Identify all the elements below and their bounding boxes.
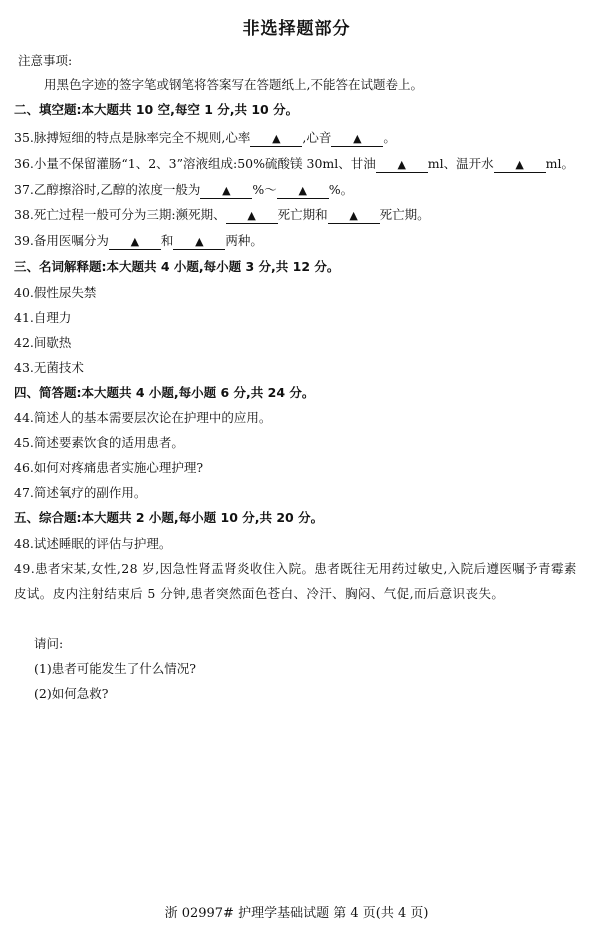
answer-blank [226,208,278,224]
question-37 [14,182,353,199]
blank-triangle-icon: ▲ [247,209,256,222]
page-footer: 浙 02997# 护理学基础试题 第 4 页(共 4 页) [164,906,429,921]
question-39-text-b: 和 [160,233,174,248]
question-48: 48.试述睡眠的评估与护理。 [14,536,172,551]
blank-triangle-icon: ▲ [397,158,406,171]
question-37-text-a: 37.乙醇擦浴时,乙醇的浓度一般为 [14,182,201,197]
question-item: 47.简述氧疗的副作用。 [14,485,147,500]
answer-blank [328,208,380,224]
blank-triangle-icon: ▲ [272,132,281,145]
question-item: 45.简述要素饮食的适用患者。 [14,435,184,450]
question-35-text-b: ,心音 [302,130,332,145]
question-item: 43.无菌技术 [14,360,84,375]
question-49-ask: 请问: [34,636,64,651]
question-38-text-c: 死亡期。 [379,207,430,222]
answer-blank [200,183,252,199]
question-37-text-b: %～ [252,182,277,197]
answer-blank [173,234,225,250]
blank-triangle-icon: ▲ [349,209,358,222]
section-2-heading: 二、填空题:本大题共 10 空,每空 1 分,共 10 分。 [14,102,299,117]
question-item: 40.假性尿失禁 [14,285,97,300]
question-36-text-a: 36.小量不保留灌肠“1、2、3”溶液组成:50%硫酸镁 30ml、甘油 [14,156,376,171]
question-37-text-c: %。 [328,182,354,197]
blank-triangle-icon: ▲ [222,184,231,197]
question-35-text-a: 35.脉搏短细的特点是脉率完全不规则,心率 [14,130,251,145]
notice-text: 用黑色字迹的签字笔或钢笔将答案写在答题纸上,不能答在试题卷上。 [44,77,423,92]
question-item: 44.简述人的基本需要层次论在护理中的应用。 [14,410,272,425]
page-title: 非选择题部分 [242,19,351,39]
question-item: 42.间歇热 [14,335,72,350]
blank-triangle-icon: ▲ [353,132,362,145]
section-5-heading: 五、综合题:本大题共 2 小题,每小题 10 分,共 20 分。 [14,510,324,525]
blank-triangle-icon: ▲ [298,184,307,197]
answer-blank [250,131,302,147]
blank-triangle-icon: ▲ [515,158,524,171]
question-36-text-c: ml。 [545,156,574,171]
question-49-sub-2: (2)如何急救? [34,686,109,701]
blank-triangle-icon: ▲ [195,235,204,248]
question-item: 46.如何对疼痛患者实施心理护理? [14,460,204,475]
blank-triangle-icon: ▲ [130,235,140,248]
question-36 [14,156,574,173]
question-49-sub-1: (1)患者可能发生了什么情况? [34,661,196,676]
question-39-text-c: 两种。 [225,233,263,248]
question-38-text-b: 死亡期和 [277,207,328,222]
question-36-text-b: ml、温开水 [427,156,494,171]
question-38-text-a: 38.死亡过程一般可分为三期:濒死期、 [14,207,226,222]
section-4-heading: 四、简答题:本大题共 4 小题,每小题 6 分,共 24 分。 [14,385,315,400]
question-35 [14,130,396,147]
answer-blank [277,183,329,199]
answer-blank [331,131,383,147]
question-item: 41.自理力 [14,310,72,325]
question-49: 49.患者宋某,女性,28 岁,因急性肾盂肾炎收住入院。患者既往无用药过敏史,入院后遵医嘱予青霉素皮试。皮内注射结束后 5 分钟,患者突然面色苍白、冷汗、胸闷、气促,而后意识丧失。 [14,561,577,601]
question-39 [14,233,263,250]
question-38 [14,207,430,224]
section-3-heading: 三、名词解释题:本大题共 4 小题,每小题 3 分,共 12 分。 [14,259,340,274]
answer-blank [376,157,428,173]
answer-blank [494,157,546,173]
question-39-text-a: 39.备用医嘱分为 [14,233,109,248]
question-35-text-c: 。 [383,130,396,145]
notice-heading: 注意事项: [18,53,73,68]
answer-blank [109,234,161,250]
